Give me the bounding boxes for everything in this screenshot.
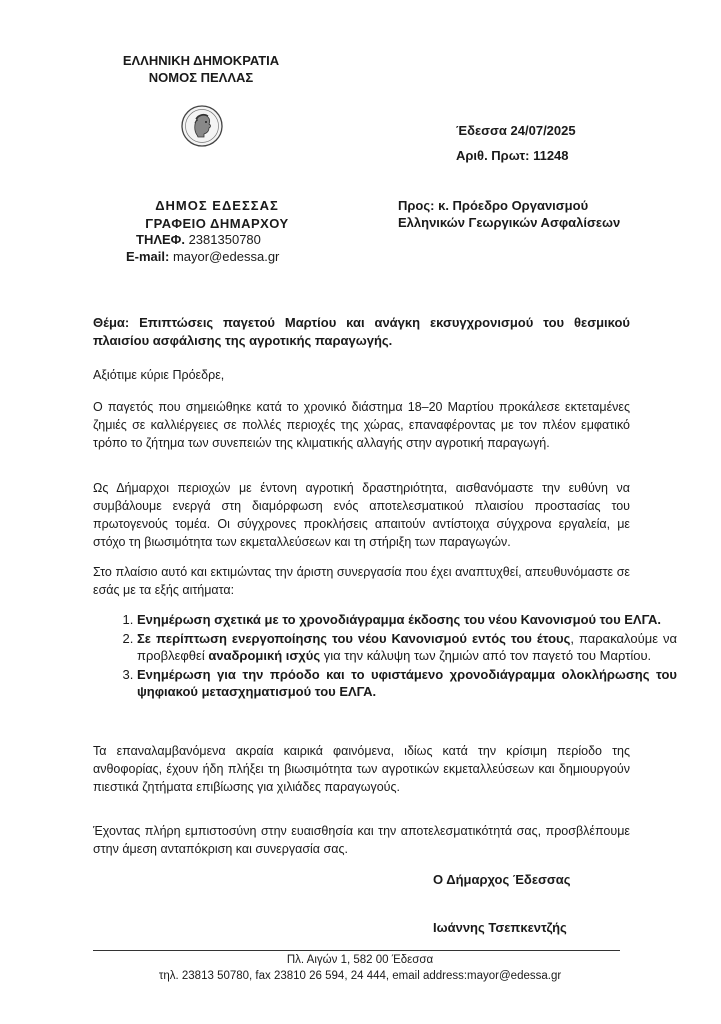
footer-address: Πλ. Αιγών 1, 582 00 Έδεσσα bbox=[286, 954, 434, 966]
email-address: mayor@edessa.gr bbox=[172, 249, 280, 264]
office-name: ΓΡΑΦΕΙΟ ΔΗΜΑΡΧΟΥ bbox=[145, 216, 289, 231]
request-2-text: , παρακαλούμε να προβλεφθεί bbox=[137, 630, 677, 663]
subject-text: Επιπτώσεις παγετού Μαρτίου και ανάγκη εκσυγχρονισμού του θεσμικού πλαισίου ασφάλισης της αγροτικής παραγωγής. bbox=[93, 315, 630, 348]
letterhead-republic bbox=[96, 52, 306, 86]
protocol-number: Αριθ. Πρωτ: 11248 bbox=[456, 148, 569, 163]
recipient-line-2: Ελληνικών Γεωργικών Ασφαλίσεων bbox=[398, 215, 621, 230]
footer-contacts: τηλ. 23813 50780, fax 23810 26 594, 24 444, email address:mayor@edessa.gr bbox=[158, 970, 562, 982]
hellenic-republic-seal-icon bbox=[180, 104, 224, 148]
subject-label: Θέμα: bbox=[93, 315, 130, 330]
email-line bbox=[126, 248, 279, 266]
request-item bbox=[137, 666, 677, 701]
email-label: E-mail: bbox=[126, 249, 170, 264]
request-3-text: Ενημέρωση για την πρόοδο και το υφιστάμενο χρονοδιάγραμμα ολοκλήρωσης του ψηφιακού μετασχηματισμού του ΕΛΓΑ. bbox=[137, 666, 677, 699]
request-2-text-end: για την κάλυψη των ζημιών από τον παγετό του Μαρτίου. bbox=[320, 648, 652, 663]
recipient-line-1: Προς: κ. Πρόεδρο Οργανισμού bbox=[398, 198, 589, 213]
request-2-bold: Σε περίπτωση ενεργοποίησης του νέου Κανονισμού εντός του έτους bbox=[137, 630, 571, 646]
requests-list bbox=[93, 611, 677, 702]
phone-number: 2381350780 bbox=[188, 232, 261, 247]
request-2-emphasis: αναδρομική ισχύς bbox=[208, 648, 321, 663]
footer-divider bbox=[93, 950, 620, 951]
request-1-text: Ενημέρωση σχετικά με το χρονοδιάγραμμα έκδοσης του νέου Κανονισμού του ΕΛΓΑ. bbox=[137, 612, 661, 627]
paragraph-requests-intro: Στο πλαίσιο αυτό και εκτιμώντας την άριστη συνεργασία που έχει αναπτυχθεί, απευθυνόμαστε σε εσάς με τα εξής αιτήματα: bbox=[93, 565, 630, 597]
prefecture-title: ΝΟΜΟΣ ΠΕΛΛΑΣ bbox=[148, 70, 254, 85]
salutation: Αξιότιμε κύριε Πρόεδρε, bbox=[93, 368, 225, 382]
paragraph-weather: Τα επαναλαμβανόμενα ακραία καιρικά φαινόμενα, ιδίως κατά την κρίσιμη περίοδο της ανθοφορίας, έχουν ήδη πλήξει τη βιωσιμότητα των αγροτικών εκμεταλλεύσεων και δημιουργούν πιεστικά ζητήματα επιβίωσης για χιλιάδες παραγωγούς. bbox=[93, 744, 630, 794]
republic-title: ΕΛΛΗΝΙΚΗ ΔΗΜΟΚΡΑΤΙΑ bbox=[122, 53, 280, 68]
request-item bbox=[137, 630, 677, 665]
paragraph-trust: Έχοντας πλήρη εμπιστοσύνη στην ευαισθησία και την αποτελεσματικότητά σας, προσβλέπουμε στην άμεση ανταπόκριση και συνεργασία σας. bbox=[93, 824, 630, 856]
phone-line bbox=[136, 231, 261, 249]
subject bbox=[93, 314, 630, 350]
phone-label: ΤΗΛΕΦ. bbox=[136, 232, 185, 247]
paragraph-mayors: Ως Δήμαρχοι περιοχών με έντονη αγροτική δραστηριότητα, αισθανόμαστε την ευθύνη να συμβάλουμε ενεργά στη διαμόρφωση ενός αποτελεσματικού πλαισίου προστασίας του πρωτογενούς τομέα. Οι σύγχρονες προκλήσεις απαιτούν αντίστοιχα σύγχρονα εργαλεία, με στόχο τη βιωσιμότητα των εκμεταλλεύσεων και τη στήριξη των παραγωγών. bbox=[93, 481, 630, 549]
paragraph-frost: Ο παγετός που σημειώθηκε κατά το χρονικό διάστημα 18–20 Μαρτίου προκάλεσε εκτεταμένες ζημιές σε καλλιέργειες σε πολλές περιοχές της χώρας, επαναφέροντας με τον πλέον εμφατικό τρόπο το ζήτημα των συνεπειών της κλιματικής αλλαγής στην αγροτική παραγωγή. bbox=[93, 400, 630, 450]
place-date: Έδεσσα 24/07/2025 bbox=[456, 123, 576, 138]
municipality-name: ΔΗΜΟΣ ΕΔΕΣΣΑΣ bbox=[155, 198, 279, 213]
signature-title: Ο Δήμαρχος Έδεσσας bbox=[433, 872, 571, 887]
signature-name: Ιωάννης Τσεπκεντζής bbox=[433, 920, 567, 935]
request-item bbox=[137, 611, 677, 629]
